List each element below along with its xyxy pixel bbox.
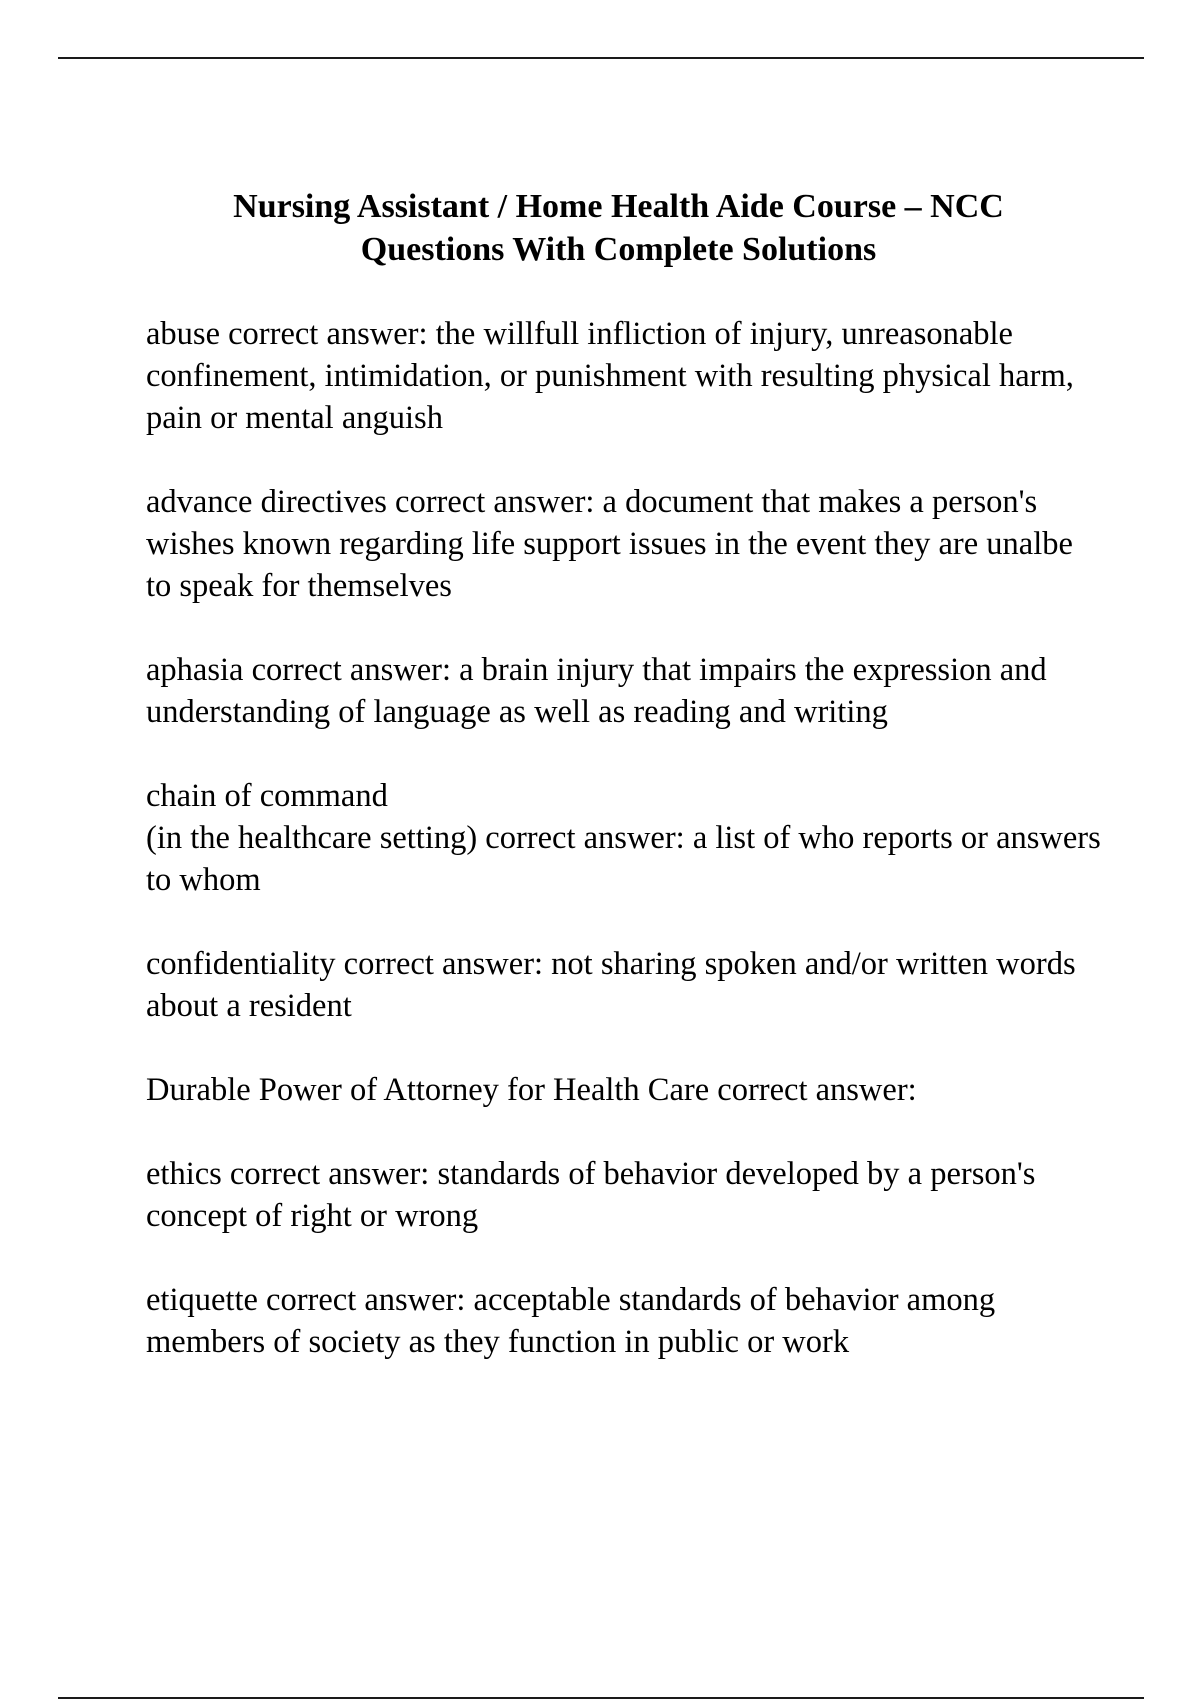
- qa-entry-abuse: abuse correct answer: the willfull infliction of injury, unreasonable confinement, intimidation, or punishment with resulting physical harm, pain or mental anguish: [146, 316, 1074, 436]
- qa-entry-etiquette: etiquette correct answer: acceptable standards of behavior among members of society as they function in public or work: [146, 1282, 996, 1360]
- qa-entry-advance-directives: advance directives correct answer: a document that makes a person's wishes known regarding life support issues in the event they are unalbe to speak for themselves: [146, 484, 1073, 604]
- document-title-line-2: Questions With Complete Solutions: [360, 231, 877, 268]
- qa-entry-chain-of-command: chain of command (in the healthcare setting) correct answer: a list of who reports or answers to whom: [146, 778, 1101, 898]
- qa-entry-confidentiality: confidentiality correct answer: not sharing spoken and/or written words about a resident: [146, 946, 1076, 1024]
- footer-rule: [58, 1697, 1144, 1699]
- qa-entry-durable-power-of-attorney: Durable Power of Attorney for Health Care correct answer:: [146, 1072, 917, 1108]
- document-title: [145, 185, 1092, 271]
- qa-entry-aphasia: aphasia correct answer: a brain injury that impairs the expression and understanding of language as well as reading and writing: [146, 652, 1047, 730]
- qa-entry-list: [146, 313, 1106, 1405]
- qa-entry-ethics: ethics correct answer: standards of behavior developed by a person's concept of right or wrong: [146, 1156, 1036, 1234]
- header-rule: [58, 57, 1144, 59]
- document-title-line-1: Nursing Assistant / Home Health Aide Course – NCC: [233, 188, 1004, 225]
